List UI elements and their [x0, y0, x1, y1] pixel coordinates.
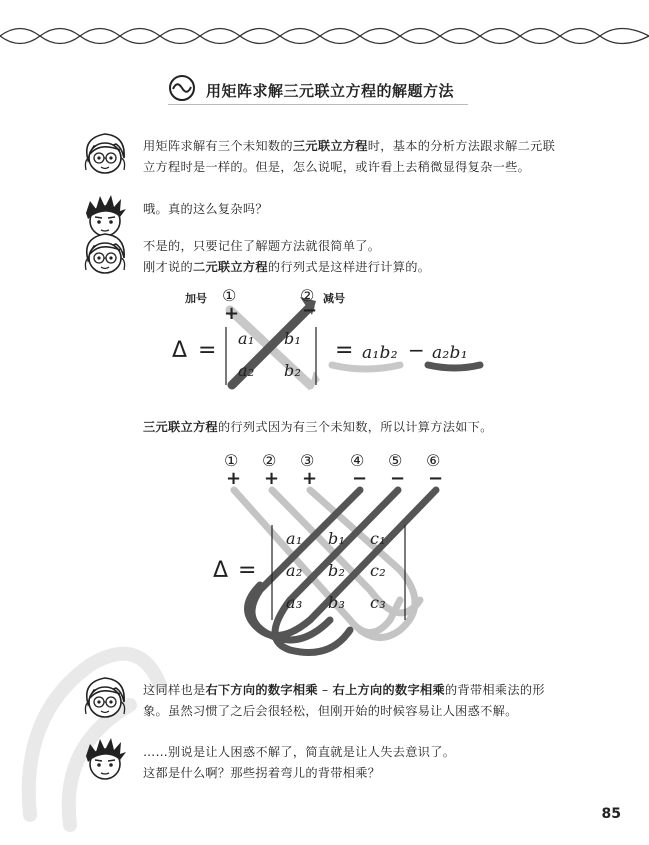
matrix-entry: b₁	[328, 529, 346, 548]
title-underline	[168, 104, 468, 105]
boy-avatar	[80, 736, 130, 788]
text-span: –	[317, 683, 333, 697]
plus-sign-1: +	[226, 468, 242, 489]
matrix-entry: b₃	[328, 593, 346, 612]
bold-term: 二元联立方程	[192, 260, 268, 274]
text-span: 时，基本的分析方法跟求解二元联	[367, 139, 556, 153]
dlg2-1-line-1	[143, 763, 380, 784]
dlg1-0-line-1	[143, 157, 530, 178]
dlg2-1-line-0	[143, 742, 455, 763]
text-span: 不是的，只要记住了解题方法就很简单了。	[143, 239, 381, 253]
matrix-entry: c₃	[370, 593, 386, 612]
text-span: 这同样也是	[143, 683, 206, 697]
minus-sign-6: −	[428, 468, 444, 489]
minus-sign-5: −	[390, 468, 406, 489]
plus-sign-3: +	[302, 468, 318, 489]
girl-avatar	[80, 230, 130, 282]
text-span: 刚才说的	[143, 260, 193, 274]
dlg1-1-line-0	[143, 199, 268, 220]
result-term-2: a₂b₁	[432, 343, 468, 363]
bold-term: 三元联立方程	[143, 420, 218, 434]
bold-term: 右下方向的数字相乘	[205, 683, 318, 697]
equals-sign-3x3: =	[238, 558, 257, 583]
formula-number-3: ③	[300, 451, 315, 470]
plus-sign-2: +	[264, 468, 280, 489]
section-title: 用矩阵求解三元联立方程的解题方法	[206, 82, 455, 100]
formula-number-2: ②	[262, 451, 277, 470]
sine-wave-icon	[168, 74, 196, 102]
entry-a1: a₁	[238, 329, 255, 348]
dlg2-0-line-0	[143, 680, 545, 701]
formula-number-1: ①	[224, 451, 239, 470]
page-number: 85	[601, 806, 621, 822]
formula-number-5: ⑤	[388, 451, 403, 470]
entry-b2: b₂	[284, 361, 302, 380]
result-term-1: a₁b₂	[362, 343, 398, 363]
text-span: ……别说是让人困惑不解了，简直就是让人失去意识了。	[143, 745, 456, 759]
dlg1-2-line-1	[143, 257, 430, 278]
text-span: 的行列式因为有三个未知数，所以计算方法如下。	[217, 420, 493, 434]
text-span: 的背带相乘法的形	[444, 683, 545, 697]
girl-avatar	[80, 674, 130, 726]
bold-term: 三元联立方程	[292, 139, 368, 153]
dlg2-0-line-1	[143, 701, 518, 722]
delta-symbol-3x3: Δ	[213, 558, 229, 583]
label-sub: 减号	[323, 292, 345, 305]
dlg1-2-line-0	[143, 236, 380, 257]
result-equals: =	[335, 338, 354, 363]
entry-a2: a₂	[238, 361, 255, 380]
result-minus: −	[408, 338, 426, 362]
label-add: 加号	[185, 292, 207, 305]
watermark-stamp	[10, 625, 210, 835]
text-span: 用矩阵求解有三个未知数的	[143, 139, 293, 153]
text-span: 这都是什么啊？那些拐着弯儿的背带相乘？	[143, 766, 381, 780]
text-span: 哦。真的这么复杂吗？	[143, 202, 268, 216]
wave-border-icon	[0, 6, 649, 56]
entry-b1: b₁	[284, 329, 302, 348]
plus-sign: +	[224, 303, 240, 324]
matrix-entry: a₂	[286, 561, 303, 580]
equals-sign: =	[198, 338, 217, 363]
bold-term: 右上方向的数字相乘	[332, 683, 445, 697]
minus-sign: −	[302, 300, 318, 321]
minus-sign-4: −	[352, 468, 368, 489]
matrix-entry: a₁	[286, 529, 303, 548]
text-span: 的行列式是这样进行计算的。	[267, 260, 431, 274]
matrix-entry: c₁	[370, 529, 386, 548]
number-1: ①	[222, 286, 237, 305]
intro-3x3-text	[143, 417, 493, 438]
text-span: 象。虽然习惯了之后会很轻松，但刚开始的时候容易让人困惑不解。	[143, 704, 518, 718]
girl-avatar	[80, 130, 130, 182]
number-2: ②	[300, 286, 315, 305]
formula-number-4: ④	[350, 451, 365, 470]
dlg1-0-line-0	[143, 136, 555, 157]
delta-symbol: Δ	[172, 338, 188, 363]
matrix-entry: a₃	[286, 593, 303, 612]
matrix-entry: b₂	[328, 561, 346, 580]
formula-number-6: ⑥	[426, 451, 441, 470]
text-span: 立方程时是一样的。但是，怎么说呢，或许看上去稍微显得复杂一些。	[143, 160, 531, 174]
matrix-entry: c₂	[370, 561, 386, 580]
